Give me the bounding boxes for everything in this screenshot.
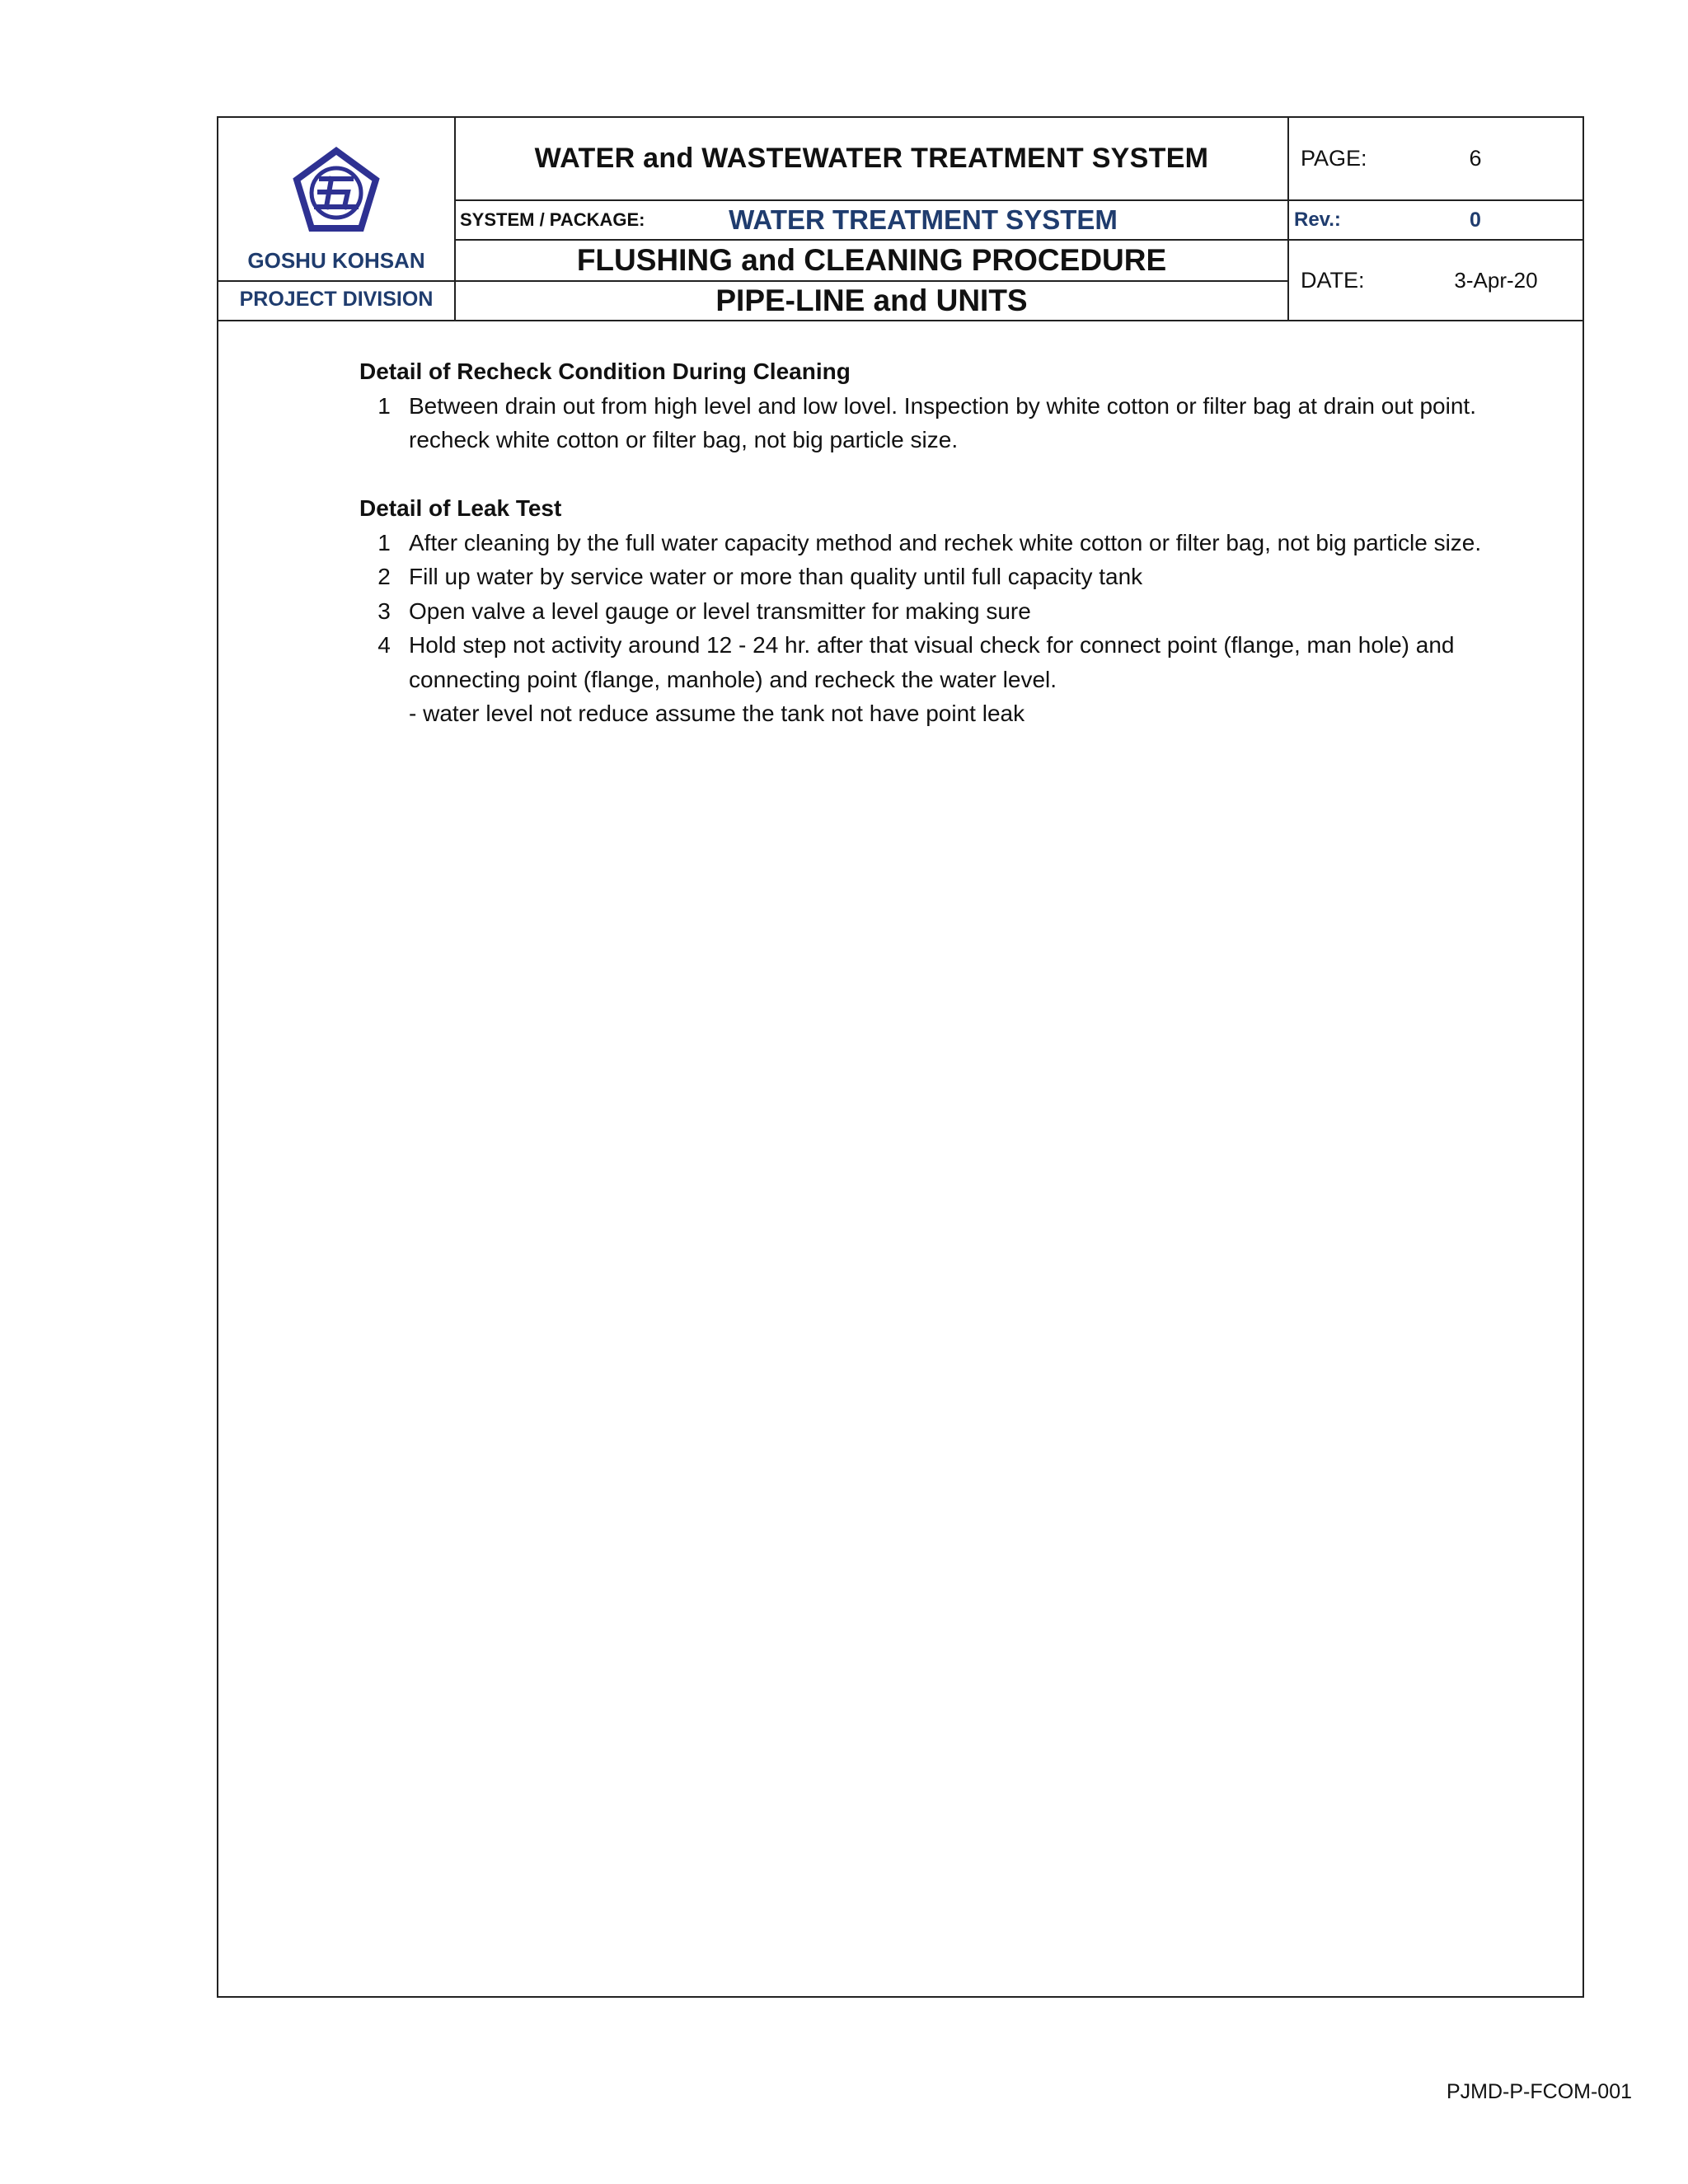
section-title-recheck: Detail of Recheck Condition During Cleaning — [359, 359, 851, 384]
page-value: 6 — [1469, 146, 1482, 171]
document-code: PJMD-P-FCOM-001 — [1446, 2080, 1632, 2103]
company-name: GOSHU KOHSAN — [247, 248, 425, 273]
list-item — [359, 594, 1546, 629]
item-text: Hold step not activity around 12 - 24 hr. after that visual check for connect point (flange, man hole) and — [409, 632, 1455, 658]
item-number: 1 — [377, 529, 391, 555]
item-text: Fill up water by service water or more than quality until full capacity tank — [409, 564, 1143, 589]
system-label: SYSTEM / PACKAGE: — [460, 209, 645, 230]
procedure-subtitle: PIPE-LINE and UNITS — [715, 284, 1028, 317]
rev-label: Rev.: — [1294, 209, 1341, 231]
item-number: 2 — [377, 564, 391, 589]
item-text: After cleaning by the full water capacity method and rechek white cotton or filter bag, not big particle size. — [409, 529, 1482, 555]
section-title-leak-test: Detail of Leak Test — [359, 495, 562, 521]
system-value: WATER TREATMENT SYSTEM — [729, 204, 1118, 235]
item-text: Open valve a level gauge or level transmitter for making sure — [409, 598, 1031, 624]
company-division: PROJECT DIVISION — [239, 288, 434, 311]
section-gap — [359, 457, 1546, 492]
goshu-kohsan-logo-icon — [290, 146, 382, 238]
item-number: 4 — [377, 632, 391, 658]
list-item — [359, 389, 1546, 424]
item-text-continued: connecting point (flange, manhole) and recheck the water level. — [409, 666, 1057, 692]
item-text-continued: recheck white cotton or filter bag, not big particle size. — [409, 427, 959, 452]
meta-divider — [1287, 118, 1289, 321]
rev-value: 0 — [1470, 208, 1481, 232]
item-text-continued: - water level not reduce assume the tank not have point leak — [409, 701, 1025, 726]
company-row-line — [218, 280, 455, 282]
item-number: 1 — [377, 392, 391, 419]
list-item — [359, 628, 1546, 663]
header-bottom-line — [218, 320, 1582, 321]
item-text: Between drain out from high level and low lovel. Inspection by white cotton or filter bag at drain out point. — [409, 392, 1476, 419]
list-item — [359, 560, 1546, 594]
date-value: 3-Apr-20 — [1454, 267, 1538, 293]
page-label: PAGE: — [1301, 146, 1367, 171]
procedure-body — [359, 354, 1546, 731]
procedure-title: FLUSHING and CLEANING PROCEDURE — [576, 243, 1167, 277]
date-label: DATE: — [1301, 267, 1365, 293]
item-number: 3 — [377, 598, 391, 624]
main-title: WATER and WASTEWATER TREATMENT SYSTEM — [534, 143, 1209, 174]
list-item — [359, 526, 1546, 560]
